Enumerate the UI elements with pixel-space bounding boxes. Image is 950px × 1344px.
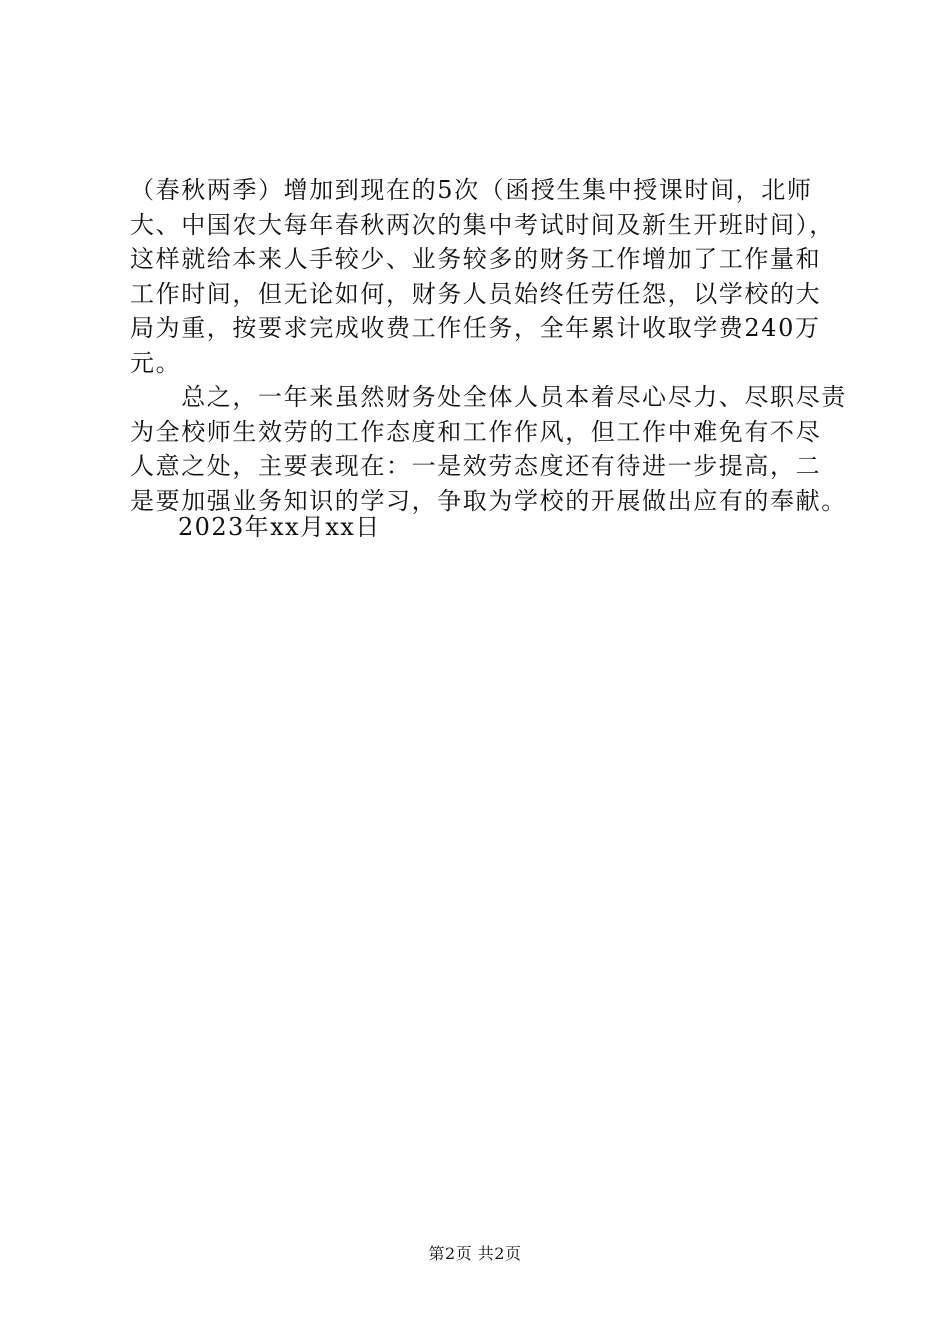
page-footer: 第2页 共2页	[428, 1244, 522, 1263]
text-line: 这样就给本来人手较少、业务较多的财务工作增加了工作量和	[130, 245, 822, 273]
text-line: 元。	[130, 348, 182, 377]
body-text	[130, 173, 850, 518]
text-line: 局为重，按要求完成收费工作任务，全年累计收取学费240万	[130, 314, 821, 342]
document-date: 2023年xx月xx日	[178, 513, 381, 541]
text-line: 人意之处，主要表现在：一是效劳态度还有待进一步提高，二	[130, 452, 822, 480]
text-line: 为全校师生效劳的工作态度和工作作风，但工作中难免有不尽	[130, 417, 822, 446]
text-line: （春秋两季）增加到现在的5次（函授生集中授课时间，北师	[130, 176, 813, 204]
text-line: 是要加强业务知识的学习，争取为学校的开展做出应有的奉献。	[130, 486, 847, 515]
text-line: 工作时间，但无论如何，财务人员始终任劳任怨，以学校的大	[130, 279, 822, 308]
text-line: 总之，一年来虽然财务处全体人员本着尽心尽力、尽职尽责	[130, 383, 847, 411]
text-line: 大、中国农大每年春秋两次的集中考试时间及新生开班时间），	[130, 210, 835, 239]
